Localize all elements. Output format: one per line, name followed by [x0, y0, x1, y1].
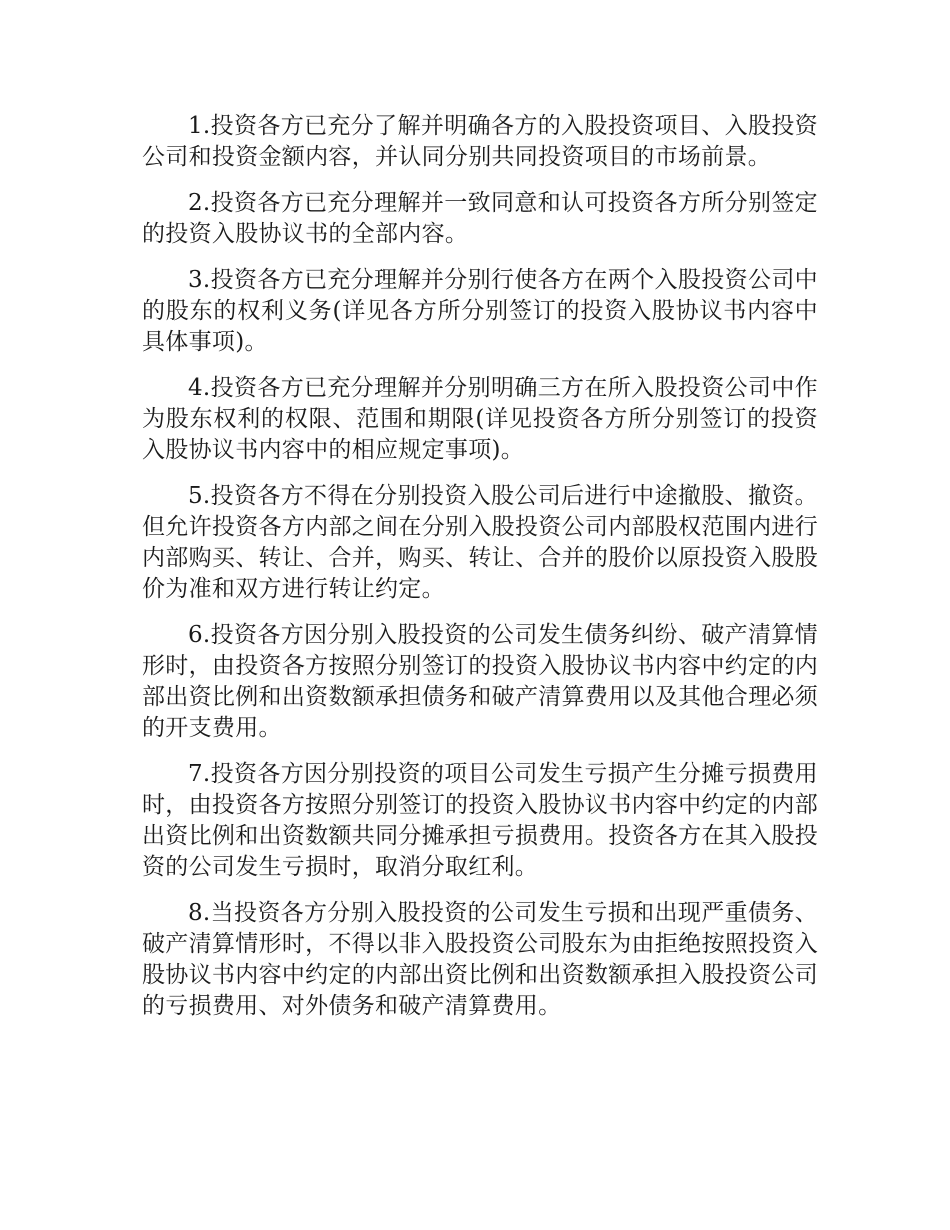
clause-4: 4.投资各方已充分理解并分别明确三方在所入股投资公司中作为股东权利的权限、范围和期限(详见投资各方所分别签订的投资入股协议书内容中的相应规定事项)。	[142, 375, 818, 463]
clause-5: 5.投资各方不得在分别投资入股公司后进行中途撤股、撤资。但允许投资各方内部之间在分别入股投资公司内部股权范围内进行内部购买、转让、合并，购买、转让、合并的股价以原投资入股股价为准和双方进行转让约定。	[142, 483, 818, 602]
clause-2: 2.投资各方已充分理解并一致同意和认可投资各方所分别签定的投资入股协议书的全部内容。	[142, 190, 818, 247]
clause-1: 1.投资各方已充分了解并明确各方的入股投资项目、入股投资公司和投资金额内容，并认同分别共同投资项目的市场前景。	[142, 113, 818, 170]
clause-6: 6.投资各方因分别入股投资的公司发生债务纠纷、破产清算情形时，由投资各方按照分别签订的投资入股协议书内容中约定的内部出资比例和出资数额承担债务和破产清算费用以及其他合理必须的开支费用。	[142, 622, 818, 741]
clause-3: 3.投资各方已充分理解并分别行使各方在两个入股投资公司中的股东的权利义务(详见各方所分别签订的投资入股协议书内容中具体事项)。	[142, 267, 818, 355]
clause-7: 7.投资各方因分别投资的项目公司发生亏损产生分摊亏损费用时，由投资各方按照分别签订的投资入股协议书内容中约定的内部出资比例和出资数额共同分摊承担亏损费用。投资各方在其入股投资的公司发生亏损时，取消分取红利。	[142, 761, 818, 880]
clause-8: 8.当投资各方分别入股投资的公司发生亏损和出现严重债务、破产清算情形时，不得以非入股投资公司股东为由拒绝按照投资入股协议书内容中约定的内部出资比例和出资数额承担入股投资公司的亏损费用、对外债务和破产清算费用。	[142, 900, 818, 1019]
